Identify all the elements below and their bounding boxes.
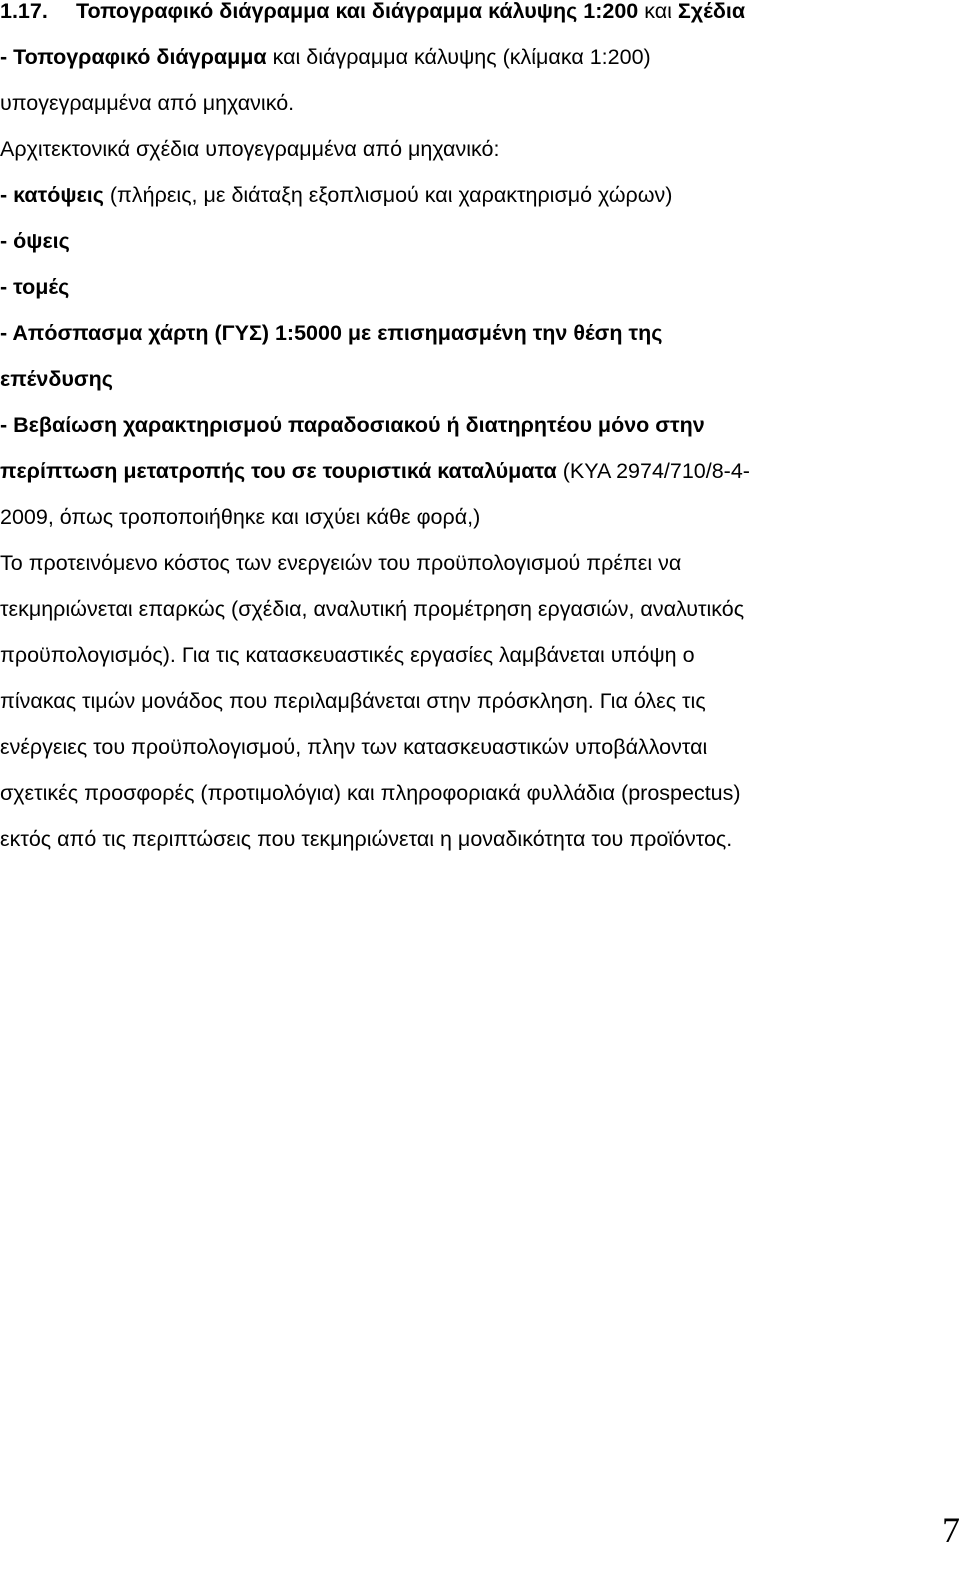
bold-text-run: Τοπογραφικό διάγραμμα και διάγραμμα κάλυψης 1:200: [76, 0, 639, 23]
text-run: (ΚΥΑ 2974/710/8-4-: [556, 459, 750, 483]
bold-text-run: - Βεβαίωση χαρακτηρισμού παραδοσιακού ή διατηρητέου μόνο στην: [0, 413, 705, 437]
bold-text-run: επένδυσης: [0, 367, 113, 391]
text-run: και διάγραμμα κάλυψης (κλίμακα 1:200): [266, 45, 651, 69]
text-run: 2009, όπως τροποποιήθηκε και ισχύει κάθε φορά,): [0, 505, 481, 529]
text-line: [0, 172, 950, 218]
text-line: [0, 678, 950, 724]
bold-text-run: - Τοπογραφικό διάγραμμα: [0, 45, 267, 69]
text-run: Αρχιτεκτονικά σχέδια υπογεγραμμένα από μηχανικό:: [0, 137, 500, 161]
text-run: εκτός από τις περιπτώσεις που τεκμηριώνεται η μοναδικότητα του προϊόντος.: [0, 827, 733, 851]
text-line: [0, 310, 950, 356]
page-number: 7: [942, 1510, 960, 1550]
text-run: Το προτεινόμενο κόστος των ενεργειών του προϋπολογισμού πρέπει να: [0, 551, 682, 575]
text-line: [0, 264, 950, 310]
text-line: [0, 126, 950, 172]
bold-text-run: - κατόψεις: [0, 183, 104, 207]
text-line: [0, 402, 950, 448]
text-line: [0, 34, 950, 80]
bold-text-run: - όψεις: [0, 229, 70, 253]
text-line: [0, 80, 950, 126]
text-run: ενέργειες του προϋπολογισμού, πλην των κατασκευαστικών υποβάλλονται: [0, 735, 708, 759]
text-line: [0, 494, 950, 540]
text-run: πίνακας τιμών μονάδος που περιλαμβάνεται στην πρόσκληση. Για όλες τις: [0, 689, 706, 713]
bold-text-run: - Απόσπασμα χάρτη (ΓΥΣ) 1:5000 με επισημασμένη την θέση της: [0, 321, 663, 345]
text-run: προϋπολογισμός). Για τις κατασκευαστικές εργασίες λαμβάνεται υπόψη ο: [0, 643, 695, 667]
text-line: [0, 540, 950, 586]
text-run: τεκμηριώνεται επαρκώς (σχέδια, αναλυτική προμέτρηση εργασιών, αναλυτικός: [0, 597, 745, 621]
text-line: [0, 356, 950, 402]
section-number: 1.17.: [0, 0, 48, 23]
text-line: [0, 770, 950, 816]
bold-text-run: - τομές: [0, 275, 70, 299]
text-line: [0, 816, 950, 862]
text-run: και: [638, 0, 678, 23]
bold-text-run: περίπτωση μετατροπής του σε τουριστικά καταλύματα: [0, 459, 557, 483]
text-line: [0, 586, 950, 632]
text-run: σχετικές προσφορές (προτιμολόγια) και πληροφοριακά φυλλάδια (prospectus): [0, 781, 741, 805]
text-line: [0, 0, 950, 34]
text-run: υπογεγραμμένα από μηχανικό.: [0, 91, 295, 115]
text-line: [0, 632, 950, 678]
text-line: [0, 448, 950, 494]
text-run: (πλήρεις, με διάταξη εξοπλισμού και χαρακτηρισμό χώρων): [103, 183, 673, 207]
bold-text-run: Σχέδια: [677, 0, 746, 23]
text-line: [0, 218, 950, 264]
text-line: [0, 724, 950, 770]
